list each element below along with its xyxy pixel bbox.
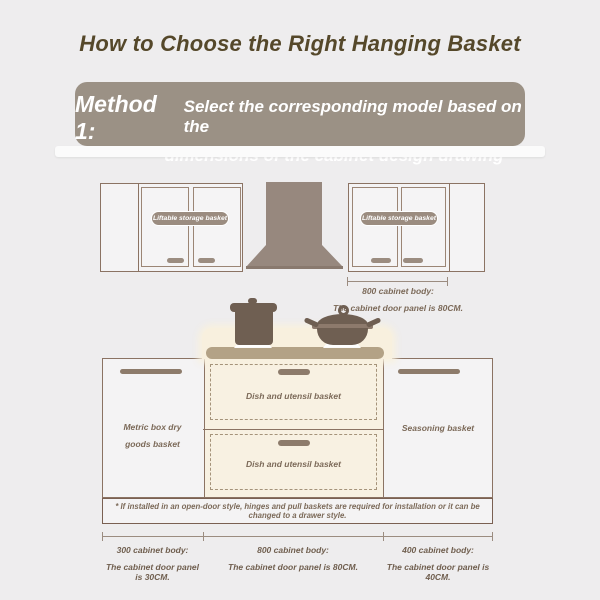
measure-tick: [383, 532, 384, 541]
banner-text-line1: Select the corresponding model based on the: [183, 97, 522, 136]
base-right-handle: [398, 369, 460, 374]
cabinet-side-divider: [138, 184, 139, 271]
door-handle: [371, 258, 391, 263]
page-title: How to Choose the Right Hanging Basket: [79, 31, 521, 56]
cabinet-door: [401, 187, 446, 267]
door-handle: [198, 258, 215, 263]
liftable-basket-badge: Liftable storage basket: [360, 211, 438, 226]
door-handle: [167, 258, 184, 263]
banner-shelf-strip: [55, 146, 545, 157]
metric-box-label: [102, 419, 203, 453]
metric-box-label-line2: goods basket: [125, 439, 180, 449]
upper-right-cabinet: [348, 183, 485, 272]
measure-desc: The cabinet door panel is 80CM.: [228, 562, 358, 572]
wok-handle-right: [366, 317, 382, 328]
installation-note: * If installed in an open-door style, hinges and pull baskets are required for installation or it can be changed to a drawer style.: [102, 498, 493, 524]
upper-left-cabinet: [100, 183, 243, 272]
seasoning-basket-label: Seasoning basket: [401, 423, 475, 433]
base-left-handle: [120, 369, 182, 374]
measure-tick: [102, 532, 103, 541]
measure-desc: The cabinet door panel is 30CM.: [105, 562, 200, 582]
range-hood-flare: [246, 245, 343, 267]
stockpot-body: [235, 311, 273, 345]
measure-tick: [347, 277, 348, 286]
drawer-separator-line: [203, 429, 383, 430]
cabinet-side-divider: [449, 184, 450, 271]
measure-line-800-upper: [347, 281, 448, 282]
range-hood-base-line: [246, 266, 343, 269]
upper-measure-title: 800 cabinet body:: [362, 286, 434, 296]
measure-label-300: [102, 545, 203, 582]
method-banner: [75, 82, 525, 146]
measure-title: 800 cabinet body:: [257, 545, 329, 555]
door-handle: [403, 258, 423, 263]
bottom-measure-line: [102, 536, 492, 537]
range-hood-chimney: [266, 182, 322, 245]
wok-body: [317, 328, 368, 345]
measure-tick: [447, 277, 448, 286]
measure-title: 400 cabinet body:: [402, 545, 474, 555]
liftable-basket-badge: Liftable storage basket: [151, 211, 229, 226]
measure-title: 300 cabinet body:: [116, 545, 189, 555]
measure-desc: The cabinet door panel is 40CM.: [386, 562, 490, 582]
cabinet-door: [193, 187, 241, 267]
measure-tick: [492, 532, 493, 541]
drawer-top-handle: [278, 369, 310, 375]
measure-tick: [203, 532, 204, 541]
metric-box-label-line1: Metric box dry: [123, 422, 182, 432]
drawer-top-label: Dish and utensil basket: [246, 391, 341, 401]
cabinet-door: [141, 187, 189, 267]
method-label: Method 1:: [75, 91, 157, 144]
measure-label-800: [203, 545, 383, 572]
drawer-bottom-label: Dish and utensil basket: [246, 459, 341, 469]
countertop-bar: [206, 347, 384, 359]
cabinet-door: [352, 187, 398, 267]
banner-line-1: [75, 91, 525, 145]
drawer-bottom-handle: [278, 440, 310, 446]
upper-measure-desc: The cabinet door panel is 80CM.: [333, 303, 463, 313]
measure-label-400: [383, 545, 493, 582]
